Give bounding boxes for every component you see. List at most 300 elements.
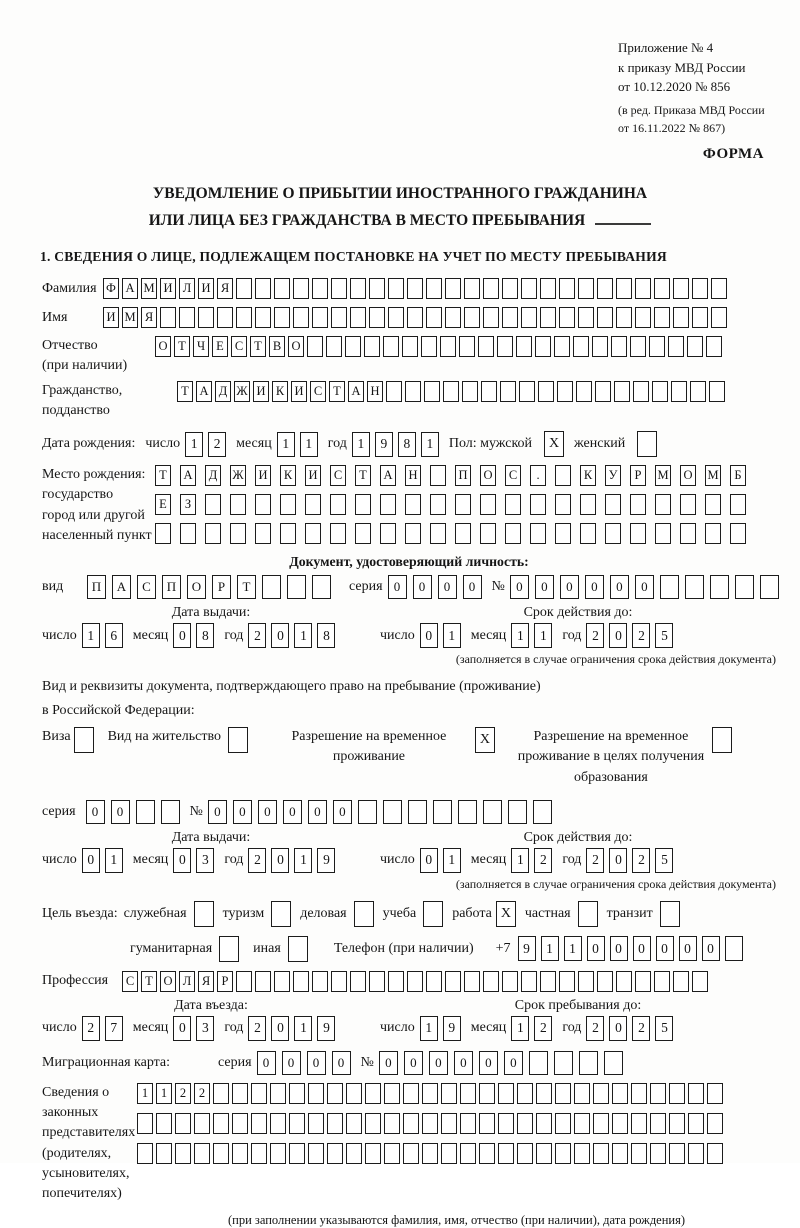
char-cell[interactable] xyxy=(441,1143,457,1164)
char-cell[interactable] xyxy=(483,278,499,299)
char-cell[interactable] xyxy=(280,494,296,515)
char-cell[interactable] xyxy=(574,1083,590,1104)
char-cell[interactable] xyxy=(403,1083,419,1104)
char-cell[interactable]: М xyxy=(122,307,138,328)
char-cell[interactable] xyxy=(330,523,346,544)
char-cell[interactable] xyxy=(554,336,570,357)
char-cell[interactable] xyxy=(530,523,546,544)
char-cell[interactable] xyxy=(160,307,176,328)
char-cell[interactable] xyxy=(529,1051,548,1075)
char-cell[interactable] xyxy=(156,1113,172,1134)
char-cell[interactable] xyxy=(505,494,521,515)
char-cell[interactable]: 1 xyxy=(564,936,582,961)
char-cell[interactable]: 2 xyxy=(248,623,266,648)
char-cell[interactable] xyxy=(236,278,252,299)
char-cell[interactable] xyxy=(630,494,646,515)
char-cell[interactable]: 0 xyxy=(271,1016,289,1041)
char-cell[interactable]: 0 xyxy=(438,575,457,599)
char-cell[interactable] xyxy=(559,971,575,992)
char-cell[interactable] xyxy=(530,494,546,515)
char-cell[interactable] xyxy=(612,1143,628,1164)
char-cell[interactable] xyxy=(690,381,706,402)
char-cell[interactable] xyxy=(388,307,404,328)
char-cell[interactable] xyxy=(458,800,477,824)
char-cell[interactable]: 3 xyxy=(196,848,214,873)
char-cell[interactable] xyxy=(327,1083,343,1104)
char-cell[interactable]: 0 xyxy=(702,936,720,961)
char-cell[interactable] xyxy=(574,1113,590,1134)
char-cell[interactable]: 0 xyxy=(587,936,605,961)
char-cell[interactable] xyxy=(312,278,328,299)
char-cell[interactable]: К xyxy=(280,465,296,486)
char-cell[interactable] xyxy=(230,494,246,515)
char-cell[interactable] xyxy=(408,800,427,824)
char-cell[interactable] xyxy=(255,307,271,328)
char-cell[interactable]: 1 xyxy=(185,432,203,457)
char-cell[interactable] xyxy=(386,381,402,402)
char-cell[interactable]: С xyxy=(310,381,326,402)
char-cell[interactable] xyxy=(459,336,475,357)
char-cell[interactable] xyxy=(673,307,689,328)
char-cell[interactable] xyxy=(308,1083,324,1104)
char-cell[interactable]: Ж xyxy=(230,465,246,486)
char-cell[interactable] xyxy=(502,278,518,299)
char-cell[interactable] xyxy=(536,1143,552,1164)
char-cell[interactable] xyxy=(345,336,361,357)
char-cell[interactable] xyxy=(407,971,423,992)
char-cell[interactable] xyxy=(251,1143,267,1164)
residence-permit-checkbox[interactable] xyxy=(228,727,248,753)
char-cell[interactable] xyxy=(673,278,689,299)
char-cell[interactable] xyxy=(161,800,180,824)
char-cell[interactable] xyxy=(692,307,708,328)
char-cell[interactable] xyxy=(426,278,442,299)
char-cell[interactable] xyxy=(232,1083,248,1104)
char-cell[interactable] xyxy=(559,307,575,328)
char-cell[interactable] xyxy=(380,494,396,515)
char-cell[interactable] xyxy=(555,494,571,515)
char-cell[interactable] xyxy=(483,971,499,992)
char-cell[interactable]: 0 xyxy=(429,1051,448,1075)
char-cell[interactable] xyxy=(576,381,592,402)
char-cell[interactable] xyxy=(502,971,518,992)
char-cell[interactable]: 2 xyxy=(175,1083,191,1104)
char-cell[interactable]: 0 xyxy=(258,800,277,824)
char-cell[interactable] xyxy=(517,1113,533,1134)
char-cell[interactable] xyxy=(445,307,461,328)
char-cell[interactable]: 0 xyxy=(173,623,191,648)
char-cell[interactable] xyxy=(687,336,703,357)
char-cell[interactable]: 9 xyxy=(317,848,335,873)
char-cell[interactable] xyxy=(407,307,423,328)
char-cell[interactable] xyxy=(540,307,556,328)
char-cell[interactable] xyxy=(668,336,684,357)
char-cell[interactable] xyxy=(500,381,516,402)
char-cell[interactable] xyxy=(308,1143,324,1164)
char-cell[interactable]: И xyxy=(253,381,269,402)
temp-residence-education-checkbox[interactable] xyxy=(712,727,732,753)
char-cell[interactable] xyxy=(480,523,496,544)
sex-male-checkbox[interactable]: X xyxy=(544,431,564,457)
char-cell[interactable]: 0 xyxy=(271,848,289,873)
char-cell[interactable] xyxy=(711,278,727,299)
char-cell[interactable] xyxy=(255,278,271,299)
char-cell[interactable] xyxy=(760,575,779,599)
char-cell[interactable]: О xyxy=(187,575,206,599)
char-cell[interactable]: 0 xyxy=(332,1051,351,1075)
char-cell[interactable]: 0 xyxy=(510,575,529,599)
char-cell[interactable]: 0 xyxy=(610,575,629,599)
char-cell[interactable]: 0 xyxy=(679,936,697,961)
char-cell[interactable]: А xyxy=(180,465,196,486)
char-cell[interactable]: Т xyxy=(250,336,266,357)
char-cell[interactable] xyxy=(497,336,513,357)
char-cell[interactable] xyxy=(355,494,371,515)
char-cell[interactable] xyxy=(443,381,459,402)
char-cell[interactable] xyxy=(369,307,385,328)
char-cell[interactable] xyxy=(270,1083,286,1104)
char-cell[interactable]: 0 xyxy=(504,1051,523,1075)
char-cell[interactable] xyxy=(517,1143,533,1164)
char-cell[interactable]: 0 xyxy=(535,575,554,599)
char-cell[interactable] xyxy=(688,1083,704,1104)
char-cell[interactable] xyxy=(521,971,537,992)
char-cell[interactable] xyxy=(462,381,478,402)
char-cell[interactable]: 0 xyxy=(633,936,651,961)
char-cell[interactable] xyxy=(605,494,621,515)
char-cell[interactable]: Я xyxy=(141,307,157,328)
char-cell[interactable] xyxy=(365,1143,381,1164)
char-cell[interactable]: 0 xyxy=(609,623,627,648)
char-cell[interactable] xyxy=(364,336,380,357)
char-cell[interactable]: 1 xyxy=(294,623,312,648)
char-cell[interactable] xyxy=(293,278,309,299)
char-cell[interactable] xyxy=(350,278,366,299)
char-cell[interactable] xyxy=(236,307,252,328)
char-cell[interactable] xyxy=(709,381,725,402)
char-cell[interactable] xyxy=(421,336,437,357)
char-cell[interactable] xyxy=(730,523,746,544)
char-cell[interactable]: П xyxy=(162,575,181,599)
char-cell[interactable] xyxy=(369,971,385,992)
char-cell[interactable] xyxy=(175,1143,191,1164)
char-cell[interactable] xyxy=(533,800,552,824)
char-cell[interactable] xyxy=(630,523,646,544)
char-cell[interactable] xyxy=(654,307,670,328)
char-cell[interactable] xyxy=(481,381,497,402)
char-cell[interactable] xyxy=(155,523,171,544)
char-cell[interactable] xyxy=(612,1113,628,1134)
char-cell[interactable]: 0 xyxy=(307,1051,326,1075)
char-cell[interactable]: П xyxy=(455,465,471,486)
char-cell[interactable]: И xyxy=(305,465,321,486)
char-cell[interactable]: М xyxy=(655,465,671,486)
char-cell[interactable]: 1 xyxy=(300,432,318,457)
char-cell[interactable] xyxy=(479,1113,495,1134)
char-cell[interactable]: 0 xyxy=(413,575,432,599)
char-cell[interactable] xyxy=(445,278,461,299)
char-cell[interactable]: 0 xyxy=(283,800,302,824)
char-cell[interactable] xyxy=(388,971,404,992)
char-cell[interactable]: 5 xyxy=(655,848,673,873)
char-cell[interactable]: 0 xyxy=(308,800,327,824)
purpose-business-checkbox[interactable] xyxy=(354,901,374,927)
char-cell[interactable]: А xyxy=(196,381,212,402)
sex-female-checkbox[interactable] xyxy=(637,431,657,457)
char-cell[interactable] xyxy=(405,381,421,402)
char-cell[interactable]: 0 xyxy=(173,1016,191,1041)
char-cell[interactable] xyxy=(592,336,608,357)
char-cell[interactable] xyxy=(464,307,480,328)
char-cell[interactable] xyxy=(705,494,721,515)
char-cell[interactable]: 2 xyxy=(248,848,266,873)
char-cell[interactable] xyxy=(536,1113,552,1134)
char-cell[interactable] xyxy=(426,307,442,328)
char-cell[interactable] xyxy=(616,278,632,299)
purpose-study-checkbox[interactable] xyxy=(423,901,443,927)
purpose-other-checkbox[interactable] xyxy=(288,936,308,962)
char-cell[interactable]: Е xyxy=(212,336,228,357)
char-cell[interactable]: Т xyxy=(174,336,190,357)
char-cell[interactable]: 0 xyxy=(610,936,628,961)
char-cell[interactable] xyxy=(505,523,521,544)
char-cell[interactable] xyxy=(326,336,342,357)
char-cell[interactable]: С xyxy=(231,336,247,357)
char-cell[interactable] xyxy=(673,971,689,992)
char-cell[interactable] xyxy=(424,381,440,402)
char-cell[interactable] xyxy=(232,1143,248,1164)
char-cell[interactable]: 1 xyxy=(443,623,461,648)
char-cell[interactable]: 0 xyxy=(420,848,438,873)
purpose-work-checkbox[interactable]: X xyxy=(496,901,516,927)
char-cell[interactable]: У xyxy=(605,465,621,486)
char-cell[interactable] xyxy=(464,971,480,992)
char-cell[interactable]: 9 xyxy=(375,432,393,457)
char-cell[interactable] xyxy=(180,523,196,544)
char-cell[interactable]: Л xyxy=(179,971,195,992)
char-cell[interactable]: О xyxy=(155,336,171,357)
char-cell[interactable] xyxy=(346,1113,362,1134)
char-cell[interactable]: 2 xyxy=(586,623,604,648)
char-cell[interactable] xyxy=(251,1083,267,1104)
char-cell[interactable] xyxy=(136,800,155,824)
char-cell[interactable] xyxy=(270,1113,286,1134)
char-cell[interactable] xyxy=(707,1083,723,1104)
char-cell[interactable] xyxy=(384,1083,400,1104)
char-cell[interactable] xyxy=(289,1143,305,1164)
char-cell[interactable]: 8 xyxy=(398,432,416,457)
char-cell[interactable] xyxy=(655,494,671,515)
char-cell[interactable] xyxy=(573,336,589,357)
char-cell[interactable] xyxy=(555,1143,571,1164)
char-cell[interactable] xyxy=(660,575,679,599)
char-cell[interactable]: 0 xyxy=(560,575,579,599)
char-cell[interactable] xyxy=(441,1083,457,1104)
char-cell[interactable]: М xyxy=(705,465,721,486)
purpose-humanitarian-checkbox[interactable] xyxy=(219,936,239,962)
char-cell[interactable] xyxy=(580,494,596,515)
char-cell[interactable] xyxy=(156,1143,172,1164)
char-cell[interactable] xyxy=(262,575,281,599)
char-cell[interactable] xyxy=(574,1143,590,1164)
char-cell[interactable] xyxy=(611,336,627,357)
char-cell[interactable] xyxy=(483,307,499,328)
char-cell[interactable] xyxy=(705,523,721,544)
char-cell[interactable]: 0 xyxy=(479,1051,498,1075)
char-cell[interactable] xyxy=(685,575,704,599)
char-cell[interactable] xyxy=(330,494,346,515)
char-cell[interactable]: 0 xyxy=(379,1051,398,1075)
char-cell[interactable] xyxy=(355,523,371,544)
char-cell[interactable]: 0 xyxy=(257,1051,276,1075)
char-cell[interactable] xyxy=(308,1113,324,1134)
char-cell[interactable]: Р xyxy=(217,971,233,992)
char-cell[interactable]: 2 xyxy=(632,848,650,873)
char-cell[interactable] xyxy=(213,1083,229,1104)
char-cell[interactable] xyxy=(403,1113,419,1134)
char-cell[interactable] xyxy=(405,494,421,515)
char-cell[interactable] xyxy=(422,1143,438,1164)
char-cell[interactable]: О xyxy=(288,336,304,357)
char-cell[interactable]: 2 xyxy=(632,1016,650,1041)
char-cell[interactable] xyxy=(604,1051,623,1075)
char-cell[interactable] xyxy=(635,278,651,299)
char-cell[interactable] xyxy=(706,336,722,357)
char-cell[interactable] xyxy=(464,278,480,299)
char-cell[interactable] xyxy=(455,523,471,544)
char-cell[interactable]: Т xyxy=(329,381,345,402)
char-cell[interactable] xyxy=(307,336,323,357)
char-cell[interactable]: И xyxy=(103,307,119,328)
char-cell[interactable] xyxy=(688,1143,704,1164)
char-cell[interactable]: 5 xyxy=(655,1016,673,1041)
char-cell[interactable]: 0 xyxy=(635,575,654,599)
char-cell[interactable]: 2 xyxy=(194,1083,210,1104)
char-cell[interactable] xyxy=(730,494,746,515)
char-cell[interactable]: И xyxy=(198,278,214,299)
char-cell[interactable]: С xyxy=(137,575,156,599)
char-cell[interactable] xyxy=(430,465,446,486)
char-cell[interactable] xyxy=(555,523,571,544)
char-cell[interactable] xyxy=(612,1083,628,1104)
char-cell[interactable]: З xyxy=(180,494,196,515)
char-cell[interactable] xyxy=(502,307,518,328)
char-cell[interactable] xyxy=(388,278,404,299)
char-cell[interactable]: Т xyxy=(355,465,371,486)
char-cell[interactable] xyxy=(631,1083,647,1104)
char-cell[interactable] xyxy=(287,575,306,599)
char-cell[interactable] xyxy=(293,971,309,992)
char-cell[interactable] xyxy=(402,336,418,357)
char-cell[interactable]: Т xyxy=(141,971,157,992)
char-cell[interactable] xyxy=(650,1113,666,1134)
char-cell[interactable]: 1 xyxy=(277,432,295,457)
char-cell[interactable]: 1 xyxy=(156,1083,172,1104)
char-cell[interactable] xyxy=(540,278,556,299)
char-cell[interactable] xyxy=(460,1113,476,1134)
char-cell[interactable]: 0 xyxy=(82,848,100,873)
char-cell[interactable] xyxy=(430,523,446,544)
char-cell[interactable] xyxy=(270,1143,286,1164)
char-cell[interactable] xyxy=(365,1113,381,1134)
char-cell[interactable]: 1 xyxy=(511,848,529,873)
char-cell[interactable] xyxy=(350,307,366,328)
char-cell[interactable] xyxy=(236,971,252,992)
char-cell[interactable] xyxy=(735,575,754,599)
char-cell[interactable] xyxy=(479,1143,495,1164)
char-cell[interactable] xyxy=(669,1143,685,1164)
char-cell[interactable] xyxy=(692,971,708,992)
char-cell[interactable] xyxy=(422,1083,438,1104)
char-cell[interactable]: 1 xyxy=(352,432,370,457)
char-cell[interactable]: 0 xyxy=(271,623,289,648)
char-cell[interactable]: 2 xyxy=(82,1016,100,1041)
char-cell[interactable]: Т xyxy=(237,575,256,599)
char-cell[interactable] xyxy=(635,307,651,328)
char-cell[interactable]: 0 xyxy=(111,800,130,824)
char-cell[interactable] xyxy=(655,523,671,544)
char-cell[interactable] xyxy=(205,494,221,515)
char-cell[interactable]: 0 xyxy=(233,800,252,824)
char-cell[interactable] xyxy=(137,1113,153,1134)
char-cell[interactable]: . xyxy=(530,465,546,486)
char-cell[interactable]: 8 xyxy=(317,623,335,648)
char-cell[interactable]: 1 xyxy=(137,1083,153,1104)
char-cell[interactable] xyxy=(555,1113,571,1134)
char-cell[interactable] xyxy=(403,1143,419,1164)
char-cell[interactable] xyxy=(616,307,632,328)
char-cell[interactable] xyxy=(578,307,594,328)
char-cell[interactable] xyxy=(593,1083,609,1104)
char-cell[interactable]: 9 xyxy=(443,1016,461,1041)
char-cell[interactable] xyxy=(631,1113,647,1134)
char-cell[interactable]: 0 xyxy=(420,623,438,648)
char-cell[interactable] xyxy=(578,278,594,299)
char-cell[interactable]: С xyxy=(330,465,346,486)
char-cell[interactable] xyxy=(597,307,613,328)
char-cell[interactable]: Н xyxy=(405,465,421,486)
char-cell[interactable]: К xyxy=(272,381,288,402)
char-cell[interactable] xyxy=(614,381,630,402)
char-cell[interactable] xyxy=(205,523,221,544)
char-cell[interactable] xyxy=(650,1083,666,1104)
char-cell[interactable] xyxy=(597,278,613,299)
char-cell[interactable]: И xyxy=(160,278,176,299)
char-cell[interactable]: Ч xyxy=(193,336,209,357)
char-cell[interactable] xyxy=(289,1113,305,1134)
char-cell[interactable] xyxy=(649,336,665,357)
char-cell[interactable] xyxy=(616,971,632,992)
char-cell[interactable] xyxy=(578,971,594,992)
temp-residence-checkbox[interactable]: X xyxy=(475,727,495,753)
char-cell[interactable] xyxy=(274,971,290,992)
char-cell[interactable] xyxy=(331,278,347,299)
char-cell[interactable] xyxy=(312,971,328,992)
char-cell[interactable]: О xyxy=(480,465,496,486)
char-cell[interactable]: Т xyxy=(155,465,171,486)
char-cell[interactable]: 0 xyxy=(609,1016,627,1041)
char-cell[interactable] xyxy=(498,1083,514,1104)
char-cell[interactable] xyxy=(380,523,396,544)
char-cell[interactable]: Н xyxy=(367,381,383,402)
char-cell[interactable]: 1 xyxy=(294,848,312,873)
char-cell[interactable] xyxy=(605,523,621,544)
char-cell[interactable]: Б xyxy=(730,465,746,486)
char-cell[interactable] xyxy=(555,465,571,486)
char-cell[interactable] xyxy=(559,278,575,299)
char-cell[interactable]: 1 xyxy=(511,623,529,648)
char-cell[interactable] xyxy=(680,494,696,515)
